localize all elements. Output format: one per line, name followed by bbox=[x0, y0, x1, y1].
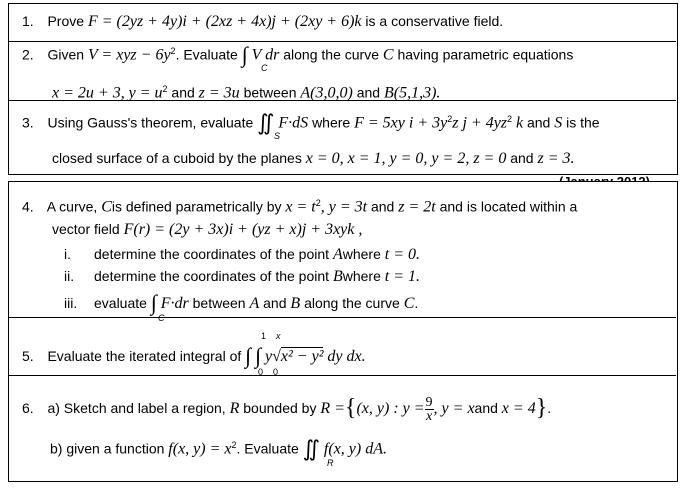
q5-text-a: Evaluate the iterated integral of bbox=[47, 348, 242, 364]
q3-line2-text: closed surface of a cuboid by the planes bbox=[52, 150, 302, 166]
q3-planes: x = 0, x = 1, y = 0, y = 2, z = 0 bbox=[305, 150, 507, 167]
q3-integral-sign: ∬ bbox=[257, 109, 275, 135]
q5-diffs: dy dx. bbox=[327, 348, 366, 365]
q5-inner-lower: 0 bbox=[273, 367, 279, 377]
q6-integral-sign: ∬ bbox=[302, 435, 321, 461]
q6-integrand: f(x, y) dA. bbox=[323, 440, 387, 458]
q2-eq-v: V = xyz − 6y bbox=[87, 46, 171, 64]
q3-integrand: F·dS bbox=[278, 114, 309, 132]
q5-number: 5. bbox=[22, 348, 34, 364]
q4-part-iii-text-c: along the curve bbox=[304, 295, 400, 311]
q4-sup: 2 bbox=[315, 198, 321, 208]
q2-param-y: y = u bbox=[128, 84, 163, 102]
q2-text-b: . Evaluate bbox=[175, 46, 238, 63]
divider-5-6 bbox=[8, 375, 676, 376]
q3-plane-last: z = 3. bbox=[537, 150, 575, 167]
q4-part-i-point: A bbox=[332, 246, 343, 263]
q4-part-ii-label: ii. bbox=[64, 268, 75, 284]
q2-integral-sign: ∫ bbox=[241, 41, 248, 67]
q3-text-b: where bbox=[312, 114, 351, 131]
q6-part-b: b) given a function bbox=[50, 440, 165, 457]
q3-eq-f3: k bbox=[515, 114, 524, 132]
q2-integrand: V dr bbox=[251, 46, 280, 64]
q1-text-a: Prove bbox=[47, 13, 85, 29]
q6-fraction bbox=[425, 396, 434, 423]
q3-text-a: Using Gauss's theorem, evaluate bbox=[47, 114, 254, 131]
q5-outer-integral: ∫ bbox=[245, 343, 252, 368]
q2-integral-sub: C bbox=[261, 63, 268, 73]
question-1 bbox=[22, 12, 503, 31]
q4-eq-rest: , y = 3t bbox=[320, 198, 368, 216]
q6-set-open: R = bbox=[320, 400, 345, 418]
q3-integral-sub: S bbox=[274, 131, 281, 141]
q6-region: R bbox=[229, 400, 240, 418]
q1-text-b: is a conservative field. bbox=[365, 13, 504, 29]
q6-set-last: x = 4 bbox=[501, 400, 536, 418]
q6-frac-den: x bbox=[425, 409, 433, 424]
q3-surface: S bbox=[554, 114, 563, 132]
q4-part-i-label: i. bbox=[64, 246, 71, 262]
q4-part-i-text: determine the coordinates of the point bbox=[94, 246, 330, 262]
q3-sup-1: 2 bbox=[447, 114, 453, 124]
q4-integrand: F·dr bbox=[160, 295, 189, 312]
q4-and: and bbox=[370, 198, 395, 215]
q6-right-brace: } bbox=[535, 395, 548, 422]
q4-part-iii-text-b: between bbox=[192, 295, 246, 311]
q5-outer-lower: 0 bbox=[258, 367, 264, 377]
q3-and: and bbox=[510, 150, 534, 166]
q3-eq-f2: z j + 4yz bbox=[452, 114, 508, 132]
q4-integral-sub: C bbox=[158, 313, 165, 323]
q4-part-iii-pt-a: A bbox=[249, 295, 260, 312]
divider-4-5 bbox=[8, 317, 676, 318]
q4-part-iii bbox=[64, 292, 418, 313]
question-3 bbox=[22, 110, 600, 133]
question-2 bbox=[22, 42, 573, 65]
q2-curve: C bbox=[382, 46, 394, 64]
q5-sqrt-sign: √ bbox=[272, 348, 281, 365]
q4-part-i bbox=[64, 245, 420, 264]
q2-point-a: A(3,0,0) bbox=[300, 84, 353, 102]
q1-number: 1. bbox=[22, 13, 34, 29]
q4-text-c: and is located within a bbox=[439, 198, 578, 215]
q2-param-z: z = 3u bbox=[198, 84, 240, 102]
q4-line2 bbox=[52, 220, 362, 239]
q4-part-ii-point: B bbox=[332, 268, 343, 285]
q6-left-brace: { bbox=[344, 395, 357, 422]
q6-func: f(x, y) = x bbox=[168, 440, 232, 458]
q4-part-ii-text: determine the coordinates of the point bbox=[94, 268, 330, 284]
q4-part-iii-and: and bbox=[263, 295, 287, 311]
q6-part-b-line bbox=[50, 436, 387, 459]
q4-integral-sign: ∫ bbox=[150, 290, 157, 315]
q6-integral-sub: R bbox=[327, 458, 334, 468]
q4-part-ii bbox=[64, 267, 420, 286]
q1-equation: F = (2yz + 4y)i + (2xz + 4x)j + (2xy + 6)k bbox=[87, 13, 362, 30]
q4-field: F(r) = (2y + 3x)i + (yz + x)j + 3xyk , bbox=[123, 221, 363, 238]
q2-sup: 2 bbox=[170, 46, 176, 56]
q4-number: 4. bbox=[22, 198, 34, 215]
q3-text-d: is the bbox=[566, 114, 600, 131]
q4-text-a: A curve, bbox=[46, 198, 98, 215]
q4-text-b: is defined parametrically by bbox=[111, 198, 282, 215]
q4-part-iii-text-a: evaluate bbox=[94, 295, 147, 311]
question-5 bbox=[22, 345, 366, 366]
q3-text-c: and bbox=[526, 114, 551, 131]
q6-end: . bbox=[547, 400, 552, 417]
q3-number: 3. bbox=[22, 114, 34, 131]
q6-and: and bbox=[474, 400, 498, 417]
q5-inner-upper: x bbox=[276, 331, 281, 341]
q4-part-iii-label: iii. bbox=[64, 295, 78, 311]
q2-and: and bbox=[171, 84, 195, 101]
q3-eq-f: F = 5xy i + 3y bbox=[354, 114, 448, 132]
question-4 bbox=[22, 194, 577, 217]
q4-part-i-eq: t = 0. bbox=[384, 246, 420, 263]
q2-line2 bbox=[52, 80, 440, 103]
q3-sup-2: 2 bbox=[507, 114, 513, 124]
q4-eq-x: x = t bbox=[285, 198, 316, 216]
question-6 bbox=[22, 396, 551, 423]
q4-part-iii-curve: C bbox=[403, 295, 415, 312]
q4-eq-z: z = 2t bbox=[398, 198, 436, 216]
q5-inner-integral: ∫ bbox=[255, 343, 262, 368]
q5-outer-upper: 1 bbox=[261, 331, 267, 341]
q4-line2-text: vector field bbox=[52, 221, 120, 237]
q2-text-c: along the curve bbox=[283, 46, 379, 63]
q6-frac-num: 9 bbox=[425, 395, 433, 410]
q2-text-a: Given bbox=[47, 46, 85, 63]
q6-text-b: bounded by bbox=[243, 400, 317, 417]
q5-radicand: x² − y² bbox=[280, 348, 324, 365]
q4-part-iii-pt-b: B bbox=[290, 295, 301, 312]
q6-number: 6. bbox=[22, 400, 34, 417]
q3-line2 bbox=[52, 149, 575, 168]
q2-between: between bbox=[243, 84, 297, 101]
q6-func-sup: 2 bbox=[231, 440, 237, 450]
q5-y: y bbox=[265, 348, 273, 365]
q2-param-y-sup: 2 bbox=[162, 84, 168, 94]
q2-point-b: B(5,1,3). bbox=[383, 84, 441, 102]
q4-part-iii-end: . bbox=[414, 295, 419, 311]
q4-part-ii-where: where bbox=[342, 268, 381, 284]
q4-part-i-where: where bbox=[342, 246, 381, 262]
q2-text-d: having parametric equations bbox=[397, 46, 574, 63]
q4-curve: C bbox=[101, 198, 112, 216]
q2-param-x: x = 2u + 3, bbox=[52, 84, 125, 102]
q6-part-a: a) Sketch and label a region, bbox=[47, 400, 226, 417]
q6-text-eval: . Evaluate bbox=[236, 440, 299, 457]
q4-part-ii-eq: t = 1. bbox=[384, 268, 420, 285]
q6-set-body: (x, y) : y = bbox=[356, 400, 425, 418]
q2-number: 2. bbox=[22, 46, 34, 63]
q2-and2: and bbox=[356, 84, 381, 101]
q6-set-rest: , y = x bbox=[433, 400, 475, 418]
